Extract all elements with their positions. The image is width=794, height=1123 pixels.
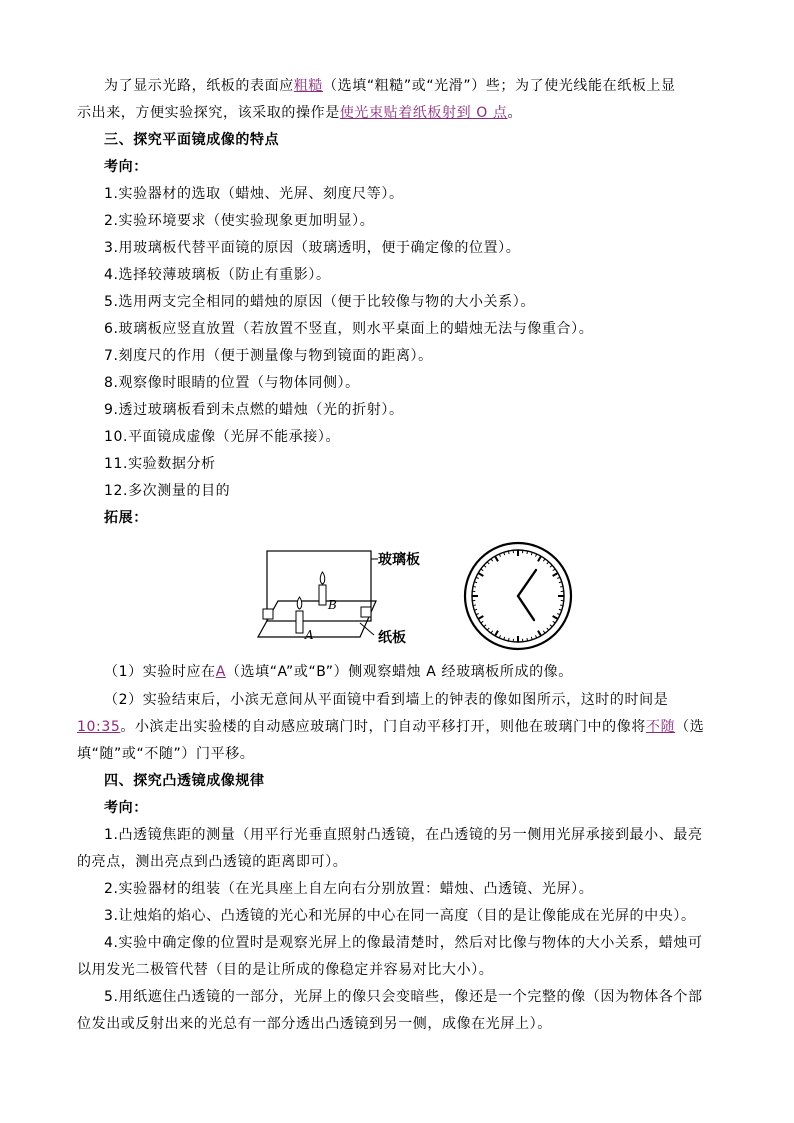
clock-tick xyxy=(481,621,483,623)
candle-a-icon xyxy=(296,611,303,633)
text-segment: （1）实验时应在 xyxy=(104,664,216,680)
candle-b-label: B xyxy=(328,598,337,612)
clock-tick xyxy=(535,554,536,557)
text-segment: （选填“粗糙”或“光滑”）些；为了使光线能在纸板上显 xyxy=(323,78,676,94)
clock-tick xyxy=(547,628,549,630)
text-segment: （选填“A”或“B”）侧观察蜡烛 A 经玻璃板所成的像。 xyxy=(225,664,573,680)
list-item: 8.观察像时眼睛的位置（与物体同侧）。 xyxy=(104,375,360,391)
clock-tick xyxy=(508,638,509,641)
clock-tick xyxy=(473,586,476,587)
list-item: 12.多次测量的目的 xyxy=(104,483,231,499)
list-item: 3.让烛焰的焰心、凸透镜的光心和光屏的中心在同一高度（目的是让像能成在光屏的中央）。 xyxy=(104,908,696,924)
clock-tick xyxy=(491,631,493,633)
paper-board-label: 纸板 xyxy=(378,630,406,646)
kaoxiang-label: 考向： xyxy=(104,800,148,816)
clock-tick xyxy=(553,621,555,623)
clock-tick xyxy=(499,554,500,557)
text-segment: （选 xyxy=(675,719,705,735)
text-segment: 为了显示光路，纸板的表面应 xyxy=(104,78,294,94)
clock-tick xyxy=(495,631,498,636)
answer-text: 粗糙 xyxy=(293,78,324,94)
clock-tick xyxy=(550,565,552,567)
clock-tick xyxy=(487,562,489,564)
clock-tick xyxy=(553,573,558,576)
clock-tick xyxy=(527,638,528,641)
clock-tick xyxy=(499,635,500,638)
clock-icon xyxy=(462,540,574,652)
flame-icon xyxy=(297,597,302,609)
text-segment: 示出来，方便实验探究，该采取的操作是 xyxy=(77,105,340,121)
clock-tick xyxy=(495,556,498,561)
candle-b-icon xyxy=(319,585,326,605)
clock-tick xyxy=(481,569,483,571)
list-item: 4.选择较薄玻璃板（防止有重影）。 xyxy=(104,267,331,283)
paragraph-line xyxy=(77,103,697,123)
tuozhan-label: 拓展： xyxy=(104,510,148,526)
question-line: （2）实验结束后，小滨无意间从平面镜中看到墙上的钟表的像如图所示，这时的时间是 xyxy=(104,692,669,708)
clock-tick xyxy=(484,625,486,627)
list-item: 5.用纸遮住凸透镜的一部分，光屏上的像只会变暗些，像还是一个完整的像（因为物体各个部 xyxy=(104,989,703,1005)
clock-tick xyxy=(476,577,479,578)
paper-board-shape xyxy=(258,601,376,637)
clock-tick xyxy=(478,573,483,576)
hour-hand xyxy=(518,596,534,620)
clock-tick xyxy=(560,605,563,606)
list-item: 2.实验器材的组装（在光具座上自左向右分别放置：蜡烛、凸透镜、光屏）。 xyxy=(104,881,594,897)
list-item: 11.实验数据分析 xyxy=(104,456,216,472)
clock-tick xyxy=(478,616,483,619)
clock-tick xyxy=(543,559,545,561)
list-item: 7.刻度尺的作用（便于测量像与物到镜面的距离）。 xyxy=(104,348,433,364)
clock-tick xyxy=(476,613,479,614)
clock-tick xyxy=(560,586,563,587)
clock-tick xyxy=(538,556,541,561)
mirror-setup-diagram xyxy=(250,545,450,655)
clock-tick xyxy=(487,628,489,630)
clock-tick xyxy=(557,613,560,614)
list-item: 1.凸透镜焦距的测量（用平行光垂直照射凸透镜，在凸透镜的另一侧用光屏承接到最小、最亮 xyxy=(104,827,703,843)
list-item: 4.实验中确定像的位置时是观察光屏上的像最清楚时，然后对比像与物体的大小关系，蜡烛可 xyxy=(104,935,703,951)
flame-icon xyxy=(320,572,325,584)
clock-tick xyxy=(491,559,493,561)
glass-plate-label: 玻璃板 xyxy=(378,552,420,568)
list-item: 6.玻璃板应竖直放置（若放置不竖直，则水平桌面上的蜡烛无法与像重合）。 xyxy=(104,321,594,337)
clock-tick xyxy=(550,625,552,627)
answer-text: 10:35 xyxy=(77,719,121,735)
list-item: 1.实验器材的选取（蜡烛、光屏、刻度尺等）。 xyxy=(104,186,404,202)
clock-tick xyxy=(543,631,545,633)
question-line xyxy=(77,717,705,737)
clock-tick xyxy=(484,565,486,567)
clock-tick xyxy=(473,605,476,606)
support-block xyxy=(263,609,273,619)
section-heading: 四、探究凸透镜成像规律 xyxy=(104,773,265,789)
list-item: 3.用玻璃板代替平面镜的原因（玻璃透明，便于确定像的位置）。 xyxy=(104,240,521,256)
list-item-continuation: 位发出或反射出来的光总有一部分透出凸透镜到另一侧，成像在光屏上）。 xyxy=(77,1016,552,1032)
clock-tick xyxy=(553,616,558,619)
kaoxiang-label: 考向： xyxy=(104,159,148,175)
list-item: 2.实验环境要求（使实验现象更加明显）。 xyxy=(104,213,375,229)
list-item: 9.透过玻璃板看到未点燃的蜡烛（光的折射）。 xyxy=(104,402,404,418)
clock-tick xyxy=(508,551,509,554)
list-item: 10.平面镜成虚像（光屏不能承接）。 xyxy=(104,429,341,445)
section-heading: 三、探究平面镜成像的特点 xyxy=(104,132,280,148)
clock-tick xyxy=(535,635,536,638)
answer-text: 不随 xyxy=(645,719,676,735)
list-item-continuation: 的亮点，测出亮点到凸透镜的距离即可）。 xyxy=(77,854,348,870)
text-segment: 。 xyxy=(507,105,523,121)
list-item-continuation: 以用发光二极管代替（目的是让所成的像稳定并容易对比大小）。 xyxy=(77,962,494,978)
paragraph-line xyxy=(104,76,724,96)
question-line xyxy=(104,662,724,682)
clock-tick xyxy=(538,631,541,636)
clock-tick xyxy=(527,551,528,554)
clock-tick xyxy=(557,577,560,578)
list-item: 5.选用两支完全相同的蜡烛的原因（便于比较像与物的大小关系）。 xyxy=(104,294,535,310)
clock-tick xyxy=(553,569,555,571)
minute-hand xyxy=(518,570,536,596)
answer-text: A xyxy=(215,664,226,680)
answer-text: 使光束贴着纸板射到 O 点 xyxy=(339,105,508,121)
clock-tick xyxy=(547,562,549,564)
candle-a-label: A xyxy=(305,628,314,642)
text-segment: 。小滨走出实验楼的自动感应玻璃门时，门自动平移打开，则他在玻璃门中的像将 xyxy=(120,719,646,735)
support-block xyxy=(361,607,371,617)
question-line: 填“随”或“不随”）门平移。 xyxy=(77,746,255,762)
